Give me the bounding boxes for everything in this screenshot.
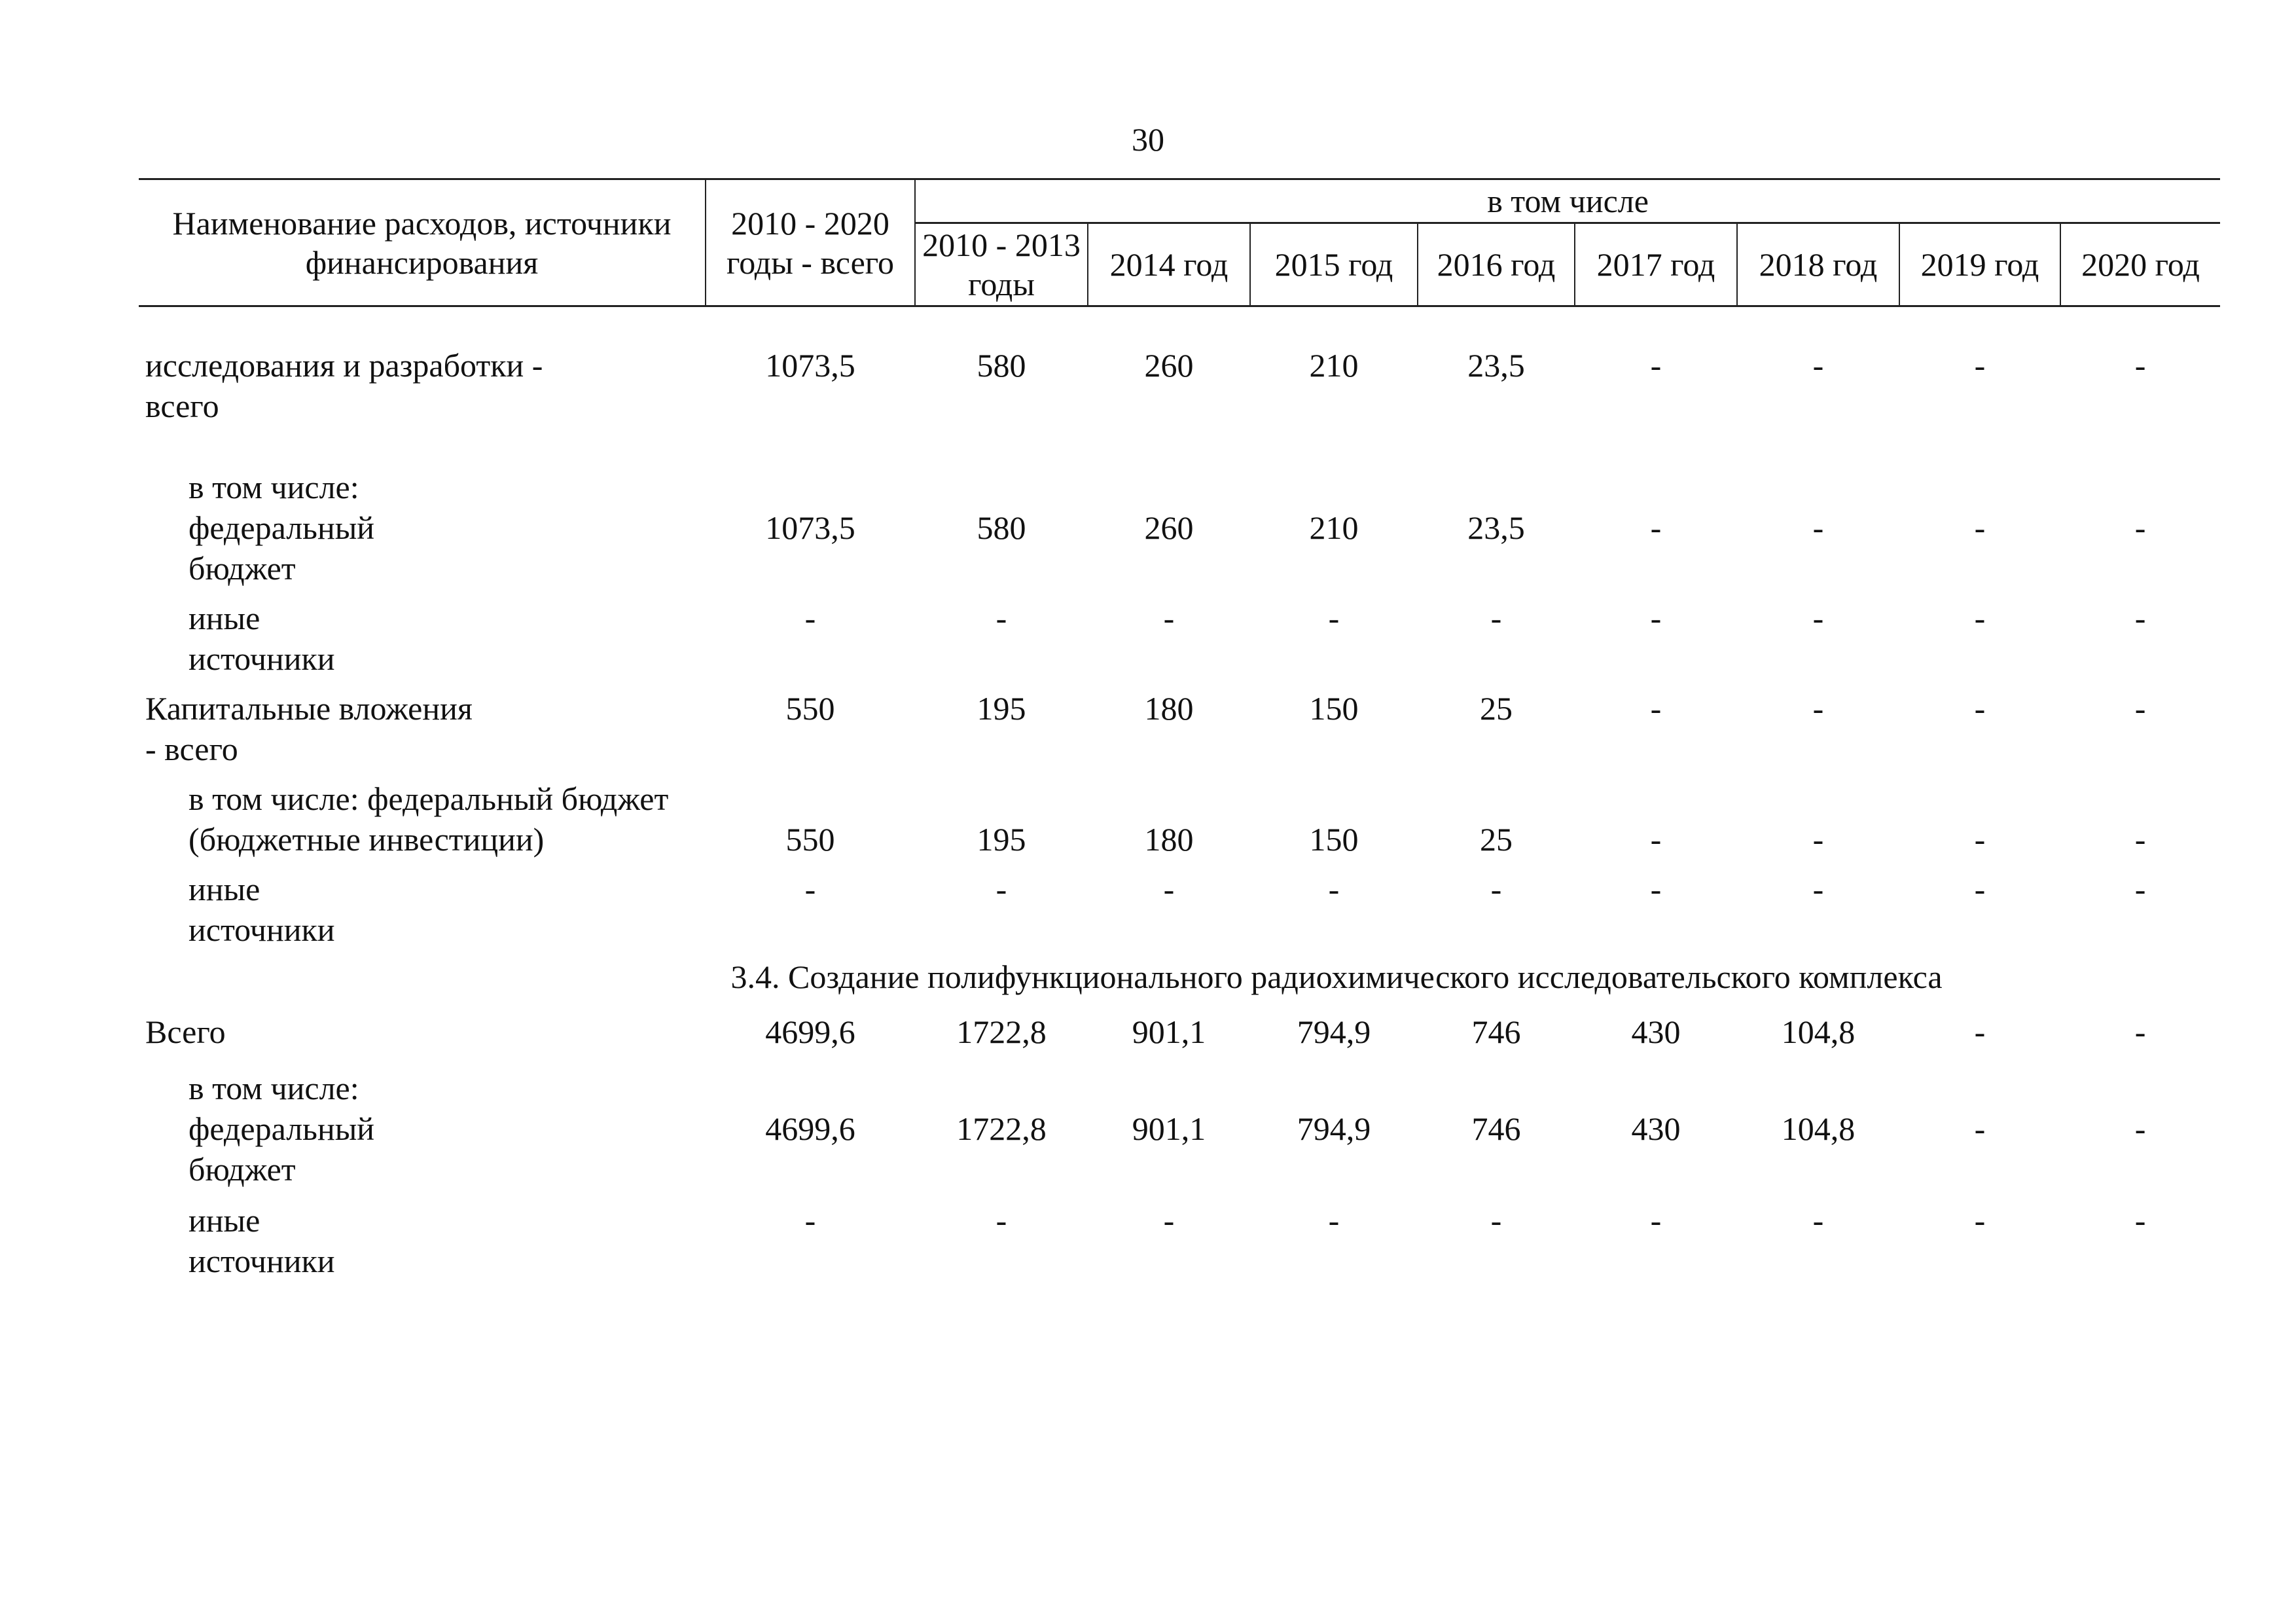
cell-value: - bbox=[2134, 509, 2146, 546]
cell-value: - bbox=[1328, 871, 1340, 907]
header-year: 2016 год bbox=[1418, 223, 1575, 306]
cell-value: 1073,5 bbox=[765, 347, 855, 384]
header-year: 2017 год bbox=[1575, 223, 1737, 306]
cell-value: 580 bbox=[977, 509, 1026, 546]
cell-value: 104,8 bbox=[1781, 1013, 1856, 1050]
cell-value: - bbox=[1974, 690, 1986, 727]
cell-value: - bbox=[804, 600, 816, 636]
row-label: иные источники bbox=[188, 871, 335, 948]
table-row bbox=[139, 306, 2220, 427]
cell-value: - bbox=[1650, 690, 1662, 727]
cell-value: 794,9 bbox=[1297, 1110, 1371, 1147]
table-row bbox=[139, 769, 2220, 860]
cell-value: - bbox=[996, 871, 1007, 907]
cell-value: 180 bbox=[1144, 821, 1194, 858]
table-row bbox=[139, 997, 2220, 1052]
page-number: 30 bbox=[1132, 121, 1164, 158]
cell-value: 25 bbox=[1480, 690, 1513, 727]
cell-value: 104,8 bbox=[1781, 1110, 1856, 1147]
header-total-column: 2010 - 2020 годы - всего bbox=[706, 179, 915, 306]
table-row bbox=[139, 679, 2220, 769]
section-title: 3.4. Создание полифункционального радиохимического исследовательского комплекса bbox=[730, 958, 1943, 995]
cell-value: 210 bbox=[1309, 509, 1359, 546]
cell-value: - bbox=[1812, 509, 1824, 546]
row-label: иные источники bbox=[188, 1202, 335, 1279]
header-year: 2020 год bbox=[2060, 223, 2220, 306]
cell-value: - bbox=[1328, 1202, 1340, 1239]
cell-value: 180 bbox=[1144, 690, 1194, 727]
cell-value: - bbox=[2134, 821, 2146, 858]
cell-value: 210 bbox=[1309, 347, 1359, 384]
cell-value: 580 bbox=[977, 347, 1026, 384]
cell-value: 195 bbox=[977, 690, 1026, 727]
cell-value: - bbox=[1328, 600, 1340, 636]
cell-value: - bbox=[1974, 600, 1986, 636]
cell-value: 901,1 bbox=[1132, 1110, 1206, 1147]
header-name-column: Наименование расходов, источники финансирования bbox=[139, 179, 706, 306]
row-label: Всего bbox=[145, 1013, 226, 1050]
cell-value: - bbox=[2134, 871, 2146, 907]
cell-value: 550 bbox=[785, 690, 835, 727]
cell-value: 430 bbox=[1631, 1110, 1681, 1147]
table-header bbox=[139, 179, 2220, 306]
cell-value: 150 bbox=[1309, 690, 1359, 727]
cell-value: 901,1 bbox=[1132, 1013, 1206, 1050]
section-row bbox=[139, 950, 2220, 997]
cell-value: - bbox=[1974, 1013, 1986, 1050]
cell-value: 430 bbox=[1631, 1013, 1681, 1050]
cell-value: - bbox=[1974, 821, 1986, 858]
header-including: в том числе bbox=[915, 179, 2220, 223]
cell-value: - bbox=[996, 1202, 1007, 1239]
header-year: 2018 год bbox=[1737, 223, 1899, 306]
table-row bbox=[139, 1190, 2220, 1281]
header-year: 2014 год bbox=[1088, 223, 1250, 306]
table-row bbox=[139, 426, 2220, 589]
cell-value: - bbox=[1974, 509, 1986, 546]
cell-value: - bbox=[1163, 600, 1175, 636]
row-label: иные источники bbox=[188, 600, 335, 677]
row-label: в том числе: федеральный бюджет bbox=[188, 1070, 375, 1188]
cell-value: - bbox=[2134, 600, 2146, 636]
header-year: 2015 год bbox=[1250, 223, 1418, 306]
cell-value: - bbox=[1163, 871, 1175, 907]
cell-value: - bbox=[1812, 347, 1824, 384]
cell-value: - bbox=[2134, 347, 2146, 384]
cell-value: - bbox=[1650, 871, 1662, 907]
cell-value: - bbox=[996, 600, 1007, 636]
cell-value: 23,5 bbox=[1467, 347, 1525, 384]
cell-value: 260 bbox=[1144, 509, 1194, 546]
cell-value: 4699,6 bbox=[765, 1013, 855, 1050]
row-label: исследования и разработки - всего bbox=[145, 347, 543, 424]
cell-value: 1722,8 bbox=[956, 1110, 1047, 1147]
cell-value: - bbox=[804, 871, 816, 907]
cell-value: - bbox=[2134, 1013, 2146, 1050]
header-year: 2019 год bbox=[1899, 223, 2060, 306]
cell-value: 1073,5 bbox=[765, 509, 855, 546]
cell-value: - bbox=[1650, 821, 1662, 858]
cell-value: 550 bbox=[785, 821, 835, 858]
table-body bbox=[139, 306, 2220, 1282]
cell-value: 1722,8 bbox=[956, 1013, 1047, 1050]
cell-value: 150 bbox=[1309, 821, 1359, 858]
cell-value: 746 bbox=[1471, 1013, 1521, 1050]
header-year: 2010 - 2013 годы bbox=[915, 223, 1088, 306]
row-label: Капитальные вложения - всего bbox=[145, 690, 473, 767]
cell-value: - bbox=[1974, 347, 1986, 384]
row-label: в том числе: федеральный бюджет bbox=[188, 469, 375, 587]
cell-value: 260 bbox=[1144, 347, 1194, 384]
row-label: в том числе: федеральный бюджет (бюджетные инвестиции) bbox=[188, 780, 669, 858]
cell-value: - bbox=[1650, 347, 1662, 384]
cell-value: - bbox=[1974, 871, 1986, 907]
cell-value: - bbox=[1812, 690, 1824, 727]
cell-value: 23,5 bbox=[1467, 509, 1525, 546]
table-row bbox=[139, 589, 2220, 679]
cell-value: - bbox=[1650, 509, 1662, 546]
cell-value: 25 bbox=[1480, 821, 1513, 858]
cell-value: - bbox=[1163, 1202, 1175, 1239]
cell-value: - bbox=[1974, 1202, 1986, 1239]
cell-value: 195 bbox=[977, 821, 1026, 858]
cell-value: - bbox=[1490, 871, 1502, 907]
cell-value: - bbox=[1812, 821, 1824, 858]
cell-value: 794,9 bbox=[1297, 1013, 1371, 1050]
cell-value: - bbox=[1812, 600, 1824, 636]
cell-value: - bbox=[1650, 1202, 1662, 1239]
table-row bbox=[139, 860, 2220, 950]
cell-value: - bbox=[804, 1202, 816, 1239]
cell-value: - bbox=[2134, 1110, 2146, 1147]
table-row bbox=[139, 1052, 2220, 1190]
cell-value: - bbox=[1812, 871, 1824, 907]
cell-value: - bbox=[2134, 690, 2146, 727]
cell-value: 746 bbox=[1471, 1110, 1521, 1147]
cell-value: 4699,6 bbox=[765, 1110, 855, 1147]
cell-value: - bbox=[1650, 600, 1662, 636]
cell-value: - bbox=[1490, 600, 1502, 636]
cell-value: - bbox=[1490, 1202, 1502, 1239]
cell-value: - bbox=[1974, 1110, 1986, 1147]
financing-table bbox=[139, 178, 2220, 1281]
cell-value: - bbox=[1812, 1202, 1824, 1239]
cell-value: - bbox=[2134, 1202, 2146, 1239]
